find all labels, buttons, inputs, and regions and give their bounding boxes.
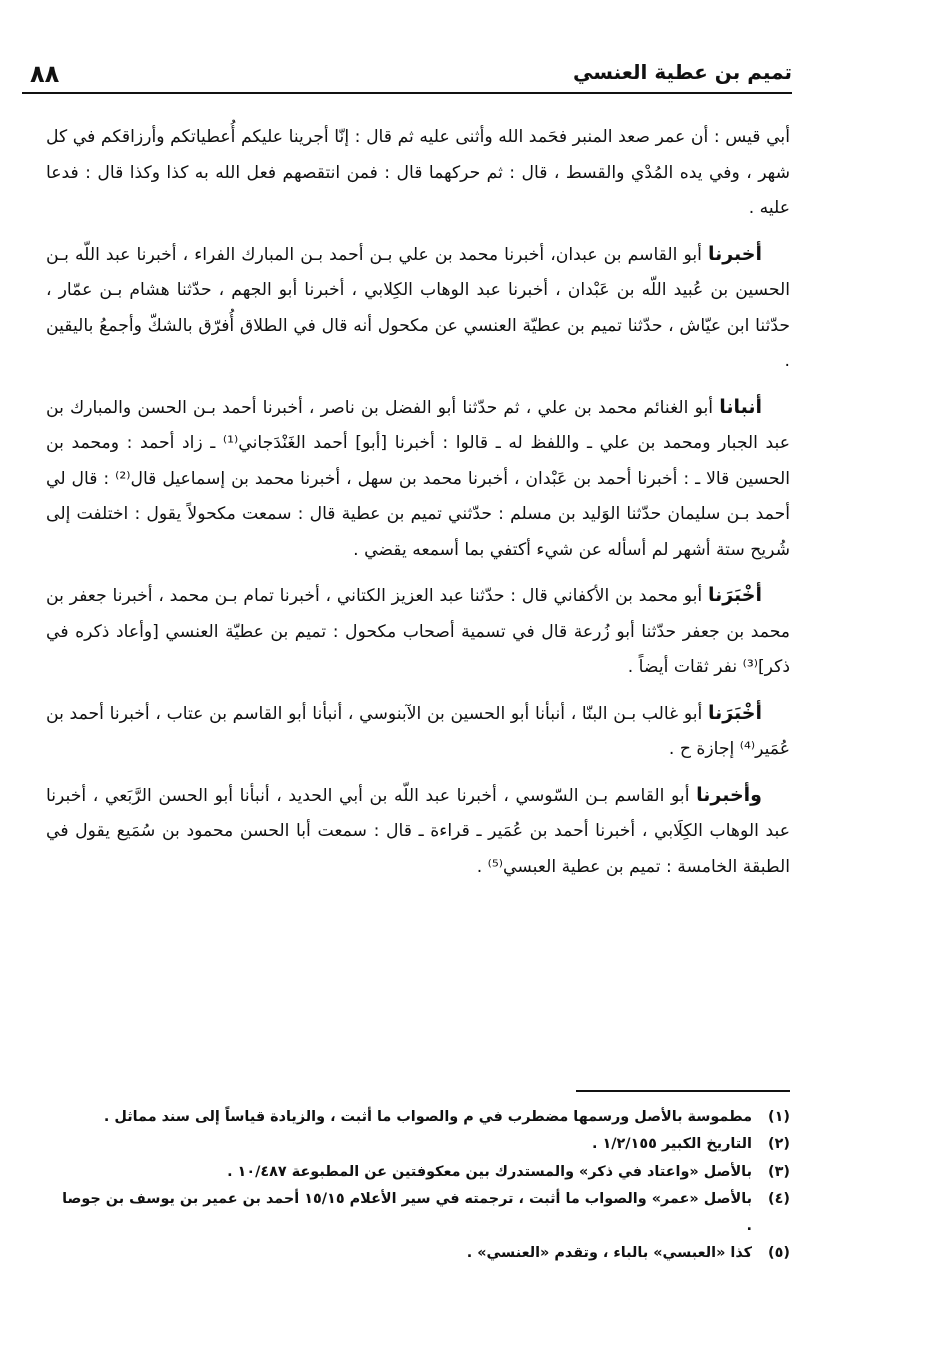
- paragraph-text: أبو محمد بن الأكفاني قال : حدّثنا عبد العزيز الكتاني ، أخبرنا تمام بـن محمد ، أخبرنا جعفر بن محمد بن جعفر حدّثنا أبو زُرعة قال في تسمية أصحاب مكحول : تميم بن عطيّة العنسي [وأعاد ذكره في ذكر]⁽³⁾ نفر ثقات أيضاً .: [46, 586, 790, 677]
- footnote: [60, 1240, 790, 1267]
- paragraph-text: أبو القاسم بـن السّوسي ، أخبرنا عبد اللّه بن أبي الحديد ، أنبأنا أبو الحسن الرَّبَعي ، أخبرنا عبد الوهاب الكِلَابي ، أخبرنا أحمد بن عُمَير ـ قراءة ـ قال : سمعت أبا الحسن محمود بن سُمَيع يقول في الطبقة الخامسة : تميم بن عطية العبسي⁽⁵⁾ .: [46, 785, 790, 877]
- running-head: [22, 58, 792, 94]
- footnotes: [60, 1104, 790, 1268]
- paragraph-lead-word: أخبرنا: [707, 242, 762, 265]
- running-title: تميم بن عطية العنسي: [572, 60, 792, 84]
- footnote-text: بالأصل «واعتاد في ذكر» والمستدرك بين معكوفتين عن المطبوعة ١٠/٤٨٧ .: [227, 1163, 752, 1180]
- paragraph: [46, 390, 790, 569]
- paragraph: [46, 696, 790, 768]
- paragraph: [46, 578, 790, 686]
- paragraph-lead-word: أخْبَرَنا: [707, 701, 762, 724]
- paragraph-text: أبو غالب بـن البنّا ، أنبأنا أبو الحسين بن الآبنوسي ، أنبأنا أبو القاسم بن عتاب ، أخبرنا أحمد بن عُمَير⁽⁴⁾ إجازة ح .: [46, 703, 790, 759]
- page-number: ٨٨: [30, 60, 60, 88]
- footnote: [60, 1104, 790, 1131]
- footnote-number: (٣): [768, 1163, 790, 1180]
- footnote-text: التاريخ الكبير ١/٢/١٥٥ .: [591, 1136, 752, 1153]
- footnote-number: (١): [768, 1109, 790, 1125]
- paragraph-text: أبو القاسم بن عبدان، أخبرنا محمد بن علي بـن أحمد بـن المبارك الفراء ، أخبرنا عبد اللّه بـن الحسين بن عُبيد اللّه بن عَبْدان ، أخبرنا عبد الوهاب الكِلابي ، أخبرنا أبو الجهم ، حدّثنا هشام بـن عمّار ، حدّثنا ابن عيّاش ، حدّثنا تميم بن عطيّة العنسي عن مكحول أنه قال في الطلاق أُفرّق بالشكّ وأجمعُ باليقين .: [46, 244, 790, 371]
- paragraph-text: أبو الغنائم محمد بن علي ، ثم حدّثنا أبو الفضل بن ناصر ، أخبرنا أحمد بـن الحسن والمبارك بن عبد الجبار ومحمد بن علي ـ واللفظ له ـ قالوا : أخبرنا [أبو] أحمد الغَنْدَجاني⁽¹⁾ ـ زاد أحمد : ومحمد بن الحسين قالا ـ : أخبرنا أحمد بن عَبْدان ، أخبرنا محمد بن سهل ، أخبرنا محمد بن إسماعيل قال⁽²⁾ : قال لي أحمد بـن سليمان حدّثنا الوَليد بن مسلم : حدّثني تميم بن عطية قال : سمعت مكحولاً يقول : اختلفت إلى شُريح ستة أشهر لم أسأله عن شيء أكتفي بما أسمعه يقضي .: [46, 397, 790, 560]
- footnote-number: (٢): [768, 1136, 790, 1153]
- footnote-text: مطموسة بالأصل ورسمها مضطرب في م والصواب ما أثبت ، والزيادة قياساً إلى سند مماثل .: [103, 1109, 752, 1125]
- footnote: [60, 1186, 790, 1241]
- footnote-separator: [576, 1090, 790, 1092]
- paragraph-lead-word: وأخبرنا: [696, 783, 762, 806]
- footnote-text: بالأصل «عمر» والصواب ما أثبت ، ترجمته في سير الأعلام ١٥/١٥ أحمد بن عمير بن يوسف بن جوصا .: [62, 1190, 752, 1235]
- paragraph-lead-word: أخْبَرَنا: [707, 584, 762, 606]
- paragraph: [46, 120, 790, 227]
- footnote-number: (٥): [768, 1245, 790, 1262]
- footnote: [60, 1159, 790, 1186]
- paragraph-lead-word: أنبانا: [719, 395, 762, 418]
- paragraph: [46, 778, 790, 886]
- main-text: [46, 120, 790, 895]
- footnote: [60, 1131, 790, 1158]
- header-rule: [22, 92, 792, 94]
- paragraph: [46, 237, 790, 380]
- paragraph-text: أبي قيس : أن عمر صعد المنبر فحَمد الله وأثنى عليه ثم قال : إنّا أجرينا عليكم أُعطياتكم وأرزاقكم في كل شهر ، وفي يده المُدْي والقسط ، قال : ثم حركهما قال : فمن انتقصهم فعل الله به كذا وكذا قال : فدعا عليه .: [46, 127, 790, 218]
- footnote-text: كذا «العبسي» بالباء ، وتقدم «العنسي» .: [466, 1245, 752, 1262]
- footnote-number: (٤): [768, 1190, 790, 1207]
